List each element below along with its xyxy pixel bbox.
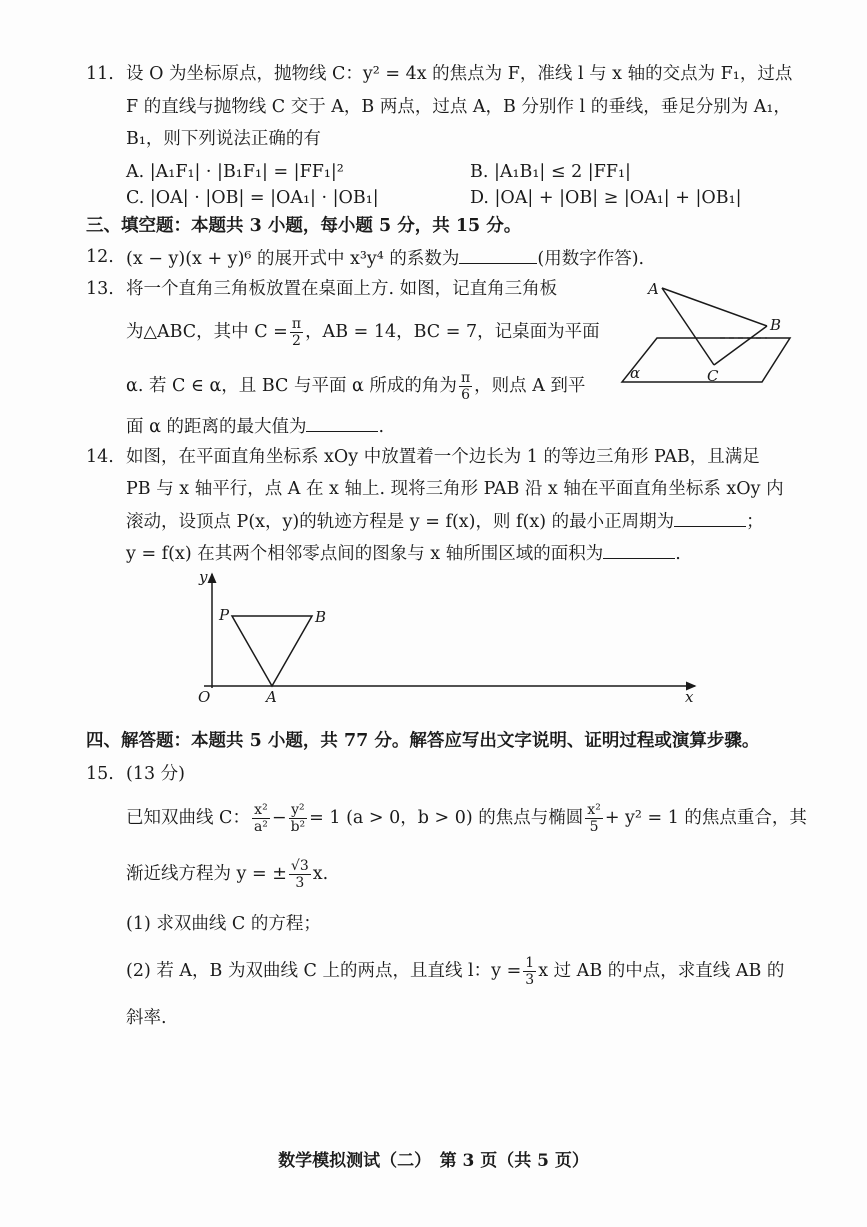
q15-line1-a: 已知双曲线 C： — [126, 808, 250, 828]
q14-line3-text: 滚动，设顶点 P(x，y)的轨迹方程是 y = f(x)，则 f(x) 的最小正周期为 — [126, 512, 675, 532]
q14-figure — [190, 568, 710, 708]
q14-label-y: y — [199, 568, 208, 586]
q15-f3-num: x² — [587, 802, 601, 818]
q13-answer-blank[interactable] — [306, 413, 378, 432]
q13-line4 — [126, 413, 384, 439]
q13-line2-b: ，AB = 14，BC = 7，记桌面为平面 — [305, 322, 600, 342]
q15-f2-num: y² — [289, 802, 308, 819]
q12-text-post: (用数字作答). — [537, 249, 645, 269]
q14-line4-text: y = f(x) 在其两个相邻零点间的图象与 x 轴所围区域的面积为 — [126, 544, 604, 564]
q14-line3 — [126, 508, 764, 534]
q12-number: 12. — [86, 247, 114, 267]
q11-line3: B₁，则下列说法正确的有 — [126, 129, 321, 149]
q11-option-a: A. |A₁F₁| · |B₁F₁| = |FF₁|² — [126, 162, 344, 182]
q13-frac1-num: π — [291, 316, 302, 332]
q15-frac-x2-5 — [585, 802, 603, 835]
q15-line2-a: 渐近线方程为 y = ± — [126, 864, 287, 884]
q13-label-B: B — [770, 316, 782, 334]
q14-label-P: P — [219, 606, 230, 624]
q13-edge-AB — [662, 288, 767, 326]
q11-option-c: C. |OA| · |OB| = |OA₁| · |OB₁| — [126, 188, 379, 208]
q13-line3-a: α. 若 C ∈ α，且 BC 与平面 α 所成的角为 — [126, 376, 457, 396]
q13-edge-BC-hidden — [714, 326, 767, 365]
q13-frac2-num: π — [460, 370, 471, 386]
q12-text-pre: (x − y)(x + y)⁶ 的展开式中 x³y⁴ 的系数为 — [126, 249, 460, 269]
q15-f4-num: √3 — [290, 858, 309, 874]
q15-line1-b: = 1 (a > 0，b > 0) 的焦点与椭圆 — [309, 808, 584, 828]
q13-frac1-den: 2 — [292, 333, 301, 349]
q15-f1-num: x² — [252, 802, 270, 819]
q13-edge-AC — [662, 288, 714, 365]
q11-line2: F 的直线与抛物线 C 交于 A，B 两点，过点 A，B 分别作 l 的垂线，垂足分别为 A₁， — [126, 97, 791, 117]
q11-line1: 设 O 为坐标原点，抛物线 C：y² = 4x 的焦点为 F，准线 l 与 x 轴的交点为 F₁，过点 — [126, 64, 793, 84]
q15-f4-den: 3 — [295, 875, 305, 891]
q13-line1: 将一个直角三角板放置在桌面上方. 如图，记直角三角板 — [126, 279, 558, 299]
q13-line2-a: 为△ABC，其中 C = — [126, 322, 288, 342]
q12-text — [126, 245, 644, 271]
q15-frac-y2-b2 — [289, 802, 308, 835]
q13-line2 — [126, 316, 600, 349]
q15-line2-b: x. — [312, 864, 329, 884]
q15-part1: (1) 求双曲线 C 的方程； — [126, 914, 321, 934]
q15-f2-den: b² — [290, 819, 306, 835]
q14-line4 — [126, 540, 681, 566]
q13-line4-b: . — [378, 417, 385, 437]
q15-minus: − — [271, 808, 287, 828]
q13-frac2-den: 6 — [461, 387, 470, 403]
q15-score: (13 分) — [126, 764, 185, 784]
q15-line1 — [126, 802, 807, 835]
q12-answer-blank[interactable] — [459, 245, 537, 264]
section3-heading: 三、填空题：本题共 3 小题，每小题 5 分，共 15 分。 — [86, 216, 522, 236]
q14-label-O: O — [198, 688, 211, 706]
q13-label-C: C — [707, 367, 719, 385]
q15-f5-den: 3 — [525, 972, 535, 988]
q15-part2 — [126, 955, 784, 988]
q13-figure — [612, 276, 802, 392]
q15-f1-den: a² — [253, 819, 268, 835]
q15-part2-a: (2) 若 A，B 为双曲线 C 上的两点，且直线 l：y = — [126, 961, 522, 981]
q14-area-blank[interactable] — [603, 540, 675, 559]
q11-option-b: B. |A₁B₁| ≤ 2 |FF₁| — [470, 162, 631, 182]
section4-heading: 四、解答题：本题共 5 小题，共 77 分。解答应写出文字说明、证明过程或演算步骤。 — [86, 731, 760, 751]
q13-label-A: A — [648, 280, 659, 298]
q14-period-blank[interactable] — [674, 508, 746, 527]
q13-label-alpha: α — [630, 364, 641, 382]
q13-plane-alpha — [622, 338, 790, 382]
q15-frac-sqrt3-3 — [289, 858, 311, 891]
q13-number: 13. — [86, 279, 114, 299]
q14-label-A: A — [266, 688, 277, 706]
q13-line4-a: 面 α 的距离的最大值为 — [126, 417, 307, 437]
q13-frac-pi-2 — [290, 316, 303, 349]
q14-number: 14. — [86, 447, 114, 467]
q15-line1-c: + y² = 1 的焦点重合，其 — [604, 808, 807, 828]
q14-line1: 如图，在平面直角坐标系 xOy 中放置着一个边长为 1 的等边三角形 PAB，且满足 — [126, 447, 760, 467]
q15-frac-1-3 — [523, 955, 536, 988]
q15-f3-den: 5 — [589, 819, 599, 835]
q13-line3-b: ，则点 A 到平 — [474, 376, 586, 396]
q13-line3 — [126, 370, 585, 403]
q11-option-d: D. |OA| + |OB| ≥ |OA₁| + |OB₁| — [470, 188, 742, 208]
q14-label-B: B — [315, 608, 327, 626]
q15-f5-num: 1 — [525, 955, 535, 971]
q13-frac-pi-6 — [459, 370, 472, 403]
page-footer: 数学模拟测试（二） 第 3 页（共 5 页） — [278, 1151, 589, 1171]
q15-part2-b: x 过 AB 的中点，求直线 AB 的 — [538, 961, 785, 981]
q14-line2: PB 与 x 轴平行，点 A 在 x 轴上. 现将三角形 PAB 沿 x 轴在平面直角坐标系 xOy 内 — [126, 479, 784, 499]
q14-triangle-PAB — [232, 616, 312, 686]
q15-frac-x2-a2 — [252, 802, 270, 835]
q14-line4-end: . — [675, 544, 681, 564]
q15-number: 15. — [86, 764, 114, 784]
q14-label-x: x — [685, 688, 694, 706]
q11-number: 11. — [86, 64, 114, 84]
q15-line2 — [126, 858, 328, 891]
q15-part2-cont: 斜率. — [126, 1008, 167, 1028]
q14-line3-end: ； — [746, 512, 764, 532]
